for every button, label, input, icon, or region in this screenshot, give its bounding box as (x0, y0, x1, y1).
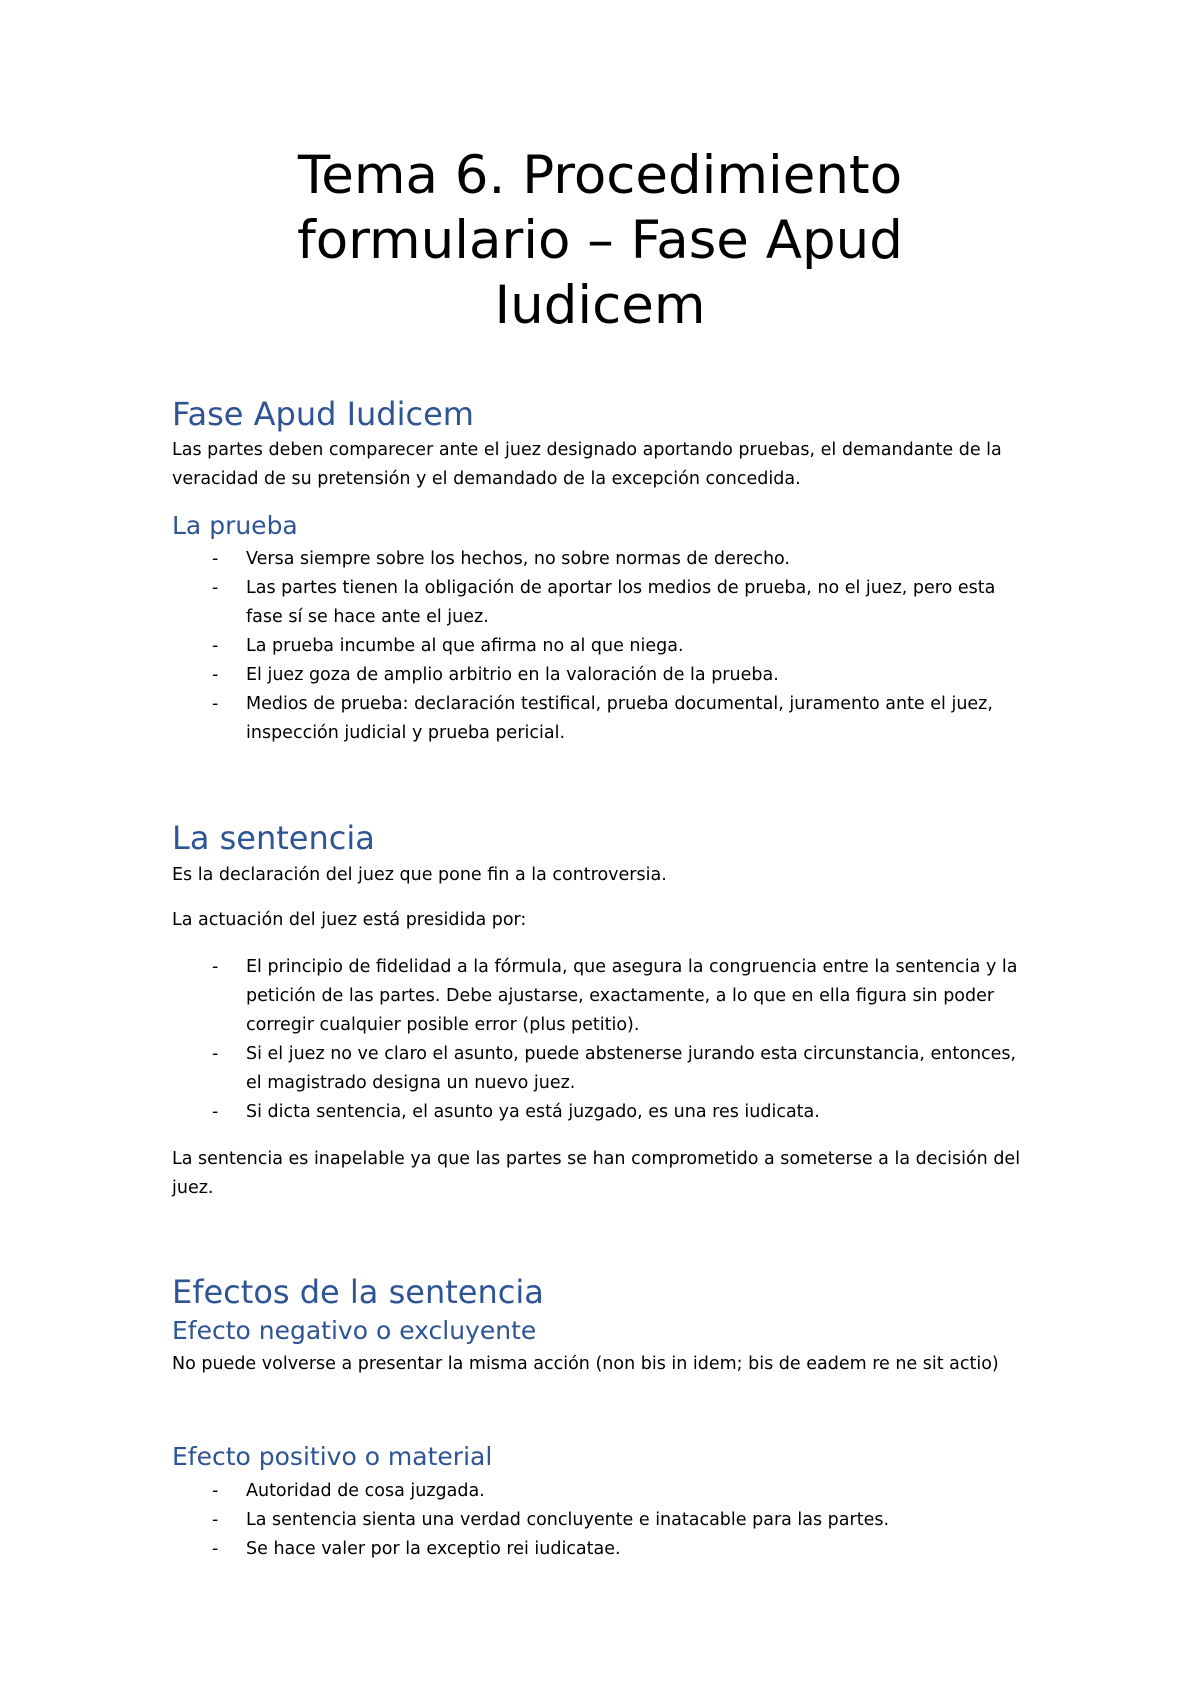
list-item-text: corregir cualquier posible error (plus petitio). (246, 1015, 640, 1035)
paragraph-efecto-negativo: No puede volverse a presentar la misma acción (non bis in idem; bis de eadem re ne sit actio) (172, 1354, 999, 1374)
list-item-text: el magistrado designa un nuevo juez. (246, 1073, 576, 1093)
title-line-1: Tema 6. Procedimiento (297, 145, 903, 206)
list-bullet: - (212, 1102, 219, 1122)
heading-efecto-positivo: Efecto positivo o material (172, 1442, 493, 1471)
paragraph-sentencia-2: La actuación del juez está presidida por: (172, 910, 527, 930)
list-item-text: Autoridad de cosa juzgada. (246, 1481, 485, 1501)
heading-fase-apud-iudicem: Fase Apud Iudicem (172, 395, 474, 433)
list-bullet: - (212, 957, 219, 977)
title-line-2: formulario – Fase Apud (297, 210, 903, 271)
heading-efectos-de-la-sentencia: Efectos de la sentencia (172, 1273, 544, 1311)
list-item-text: Las partes tienen la obligación de aportar los medios de prueba, no el juez, pero esta (246, 578, 996, 598)
list-item-text: petición de las partes. Debe ajustarse, exactamente, a lo que en ella figura sin poder (246, 986, 995, 1006)
list-bullet: - (212, 1481, 219, 1501)
paragraph-line: veracidad de su pretensión y el demandado de la excepción concedida. (172, 469, 801, 489)
list-bullet: - (212, 665, 219, 685)
list-bullet: - (212, 549, 219, 569)
list-item-text: Si dicta sentencia, el asunto ya está juzgado, es una res iudicata. (246, 1102, 820, 1122)
heading-la-sentencia: La sentencia (172, 819, 375, 857)
document-title (172, 143, 1028, 338)
list-item-text: Se hace valer por la exceptio rei iudicatae. (246, 1539, 621, 1559)
list-bullet: - (212, 1539, 219, 1559)
paragraph-sentencia-1: Es la declaración del juez que pone fin a la controversia. (172, 865, 667, 885)
paragraph-sentencia-3 (172, 1145, 1042, 1203)
list-item-text: Si el juez no ve claro el asunto, puede abstenerse jurando esta circunstancia, entonces, (246, 1044, 1017, 1064)
list-item-text: La prueba incumbe al que afirma no al que niega. (246, 636, 684, 656)
list-item-text: fase sí se hace ante el juez. (246, 607, 489, 627)
list-bullet: - (212, 694, 219, 714)
list-item-text: El juez goza de amplio arbitrio en la valoración de la prueba. (246, 665, 779, 685)
list-item-text: inspección judicial y prueba pericial. (246, 723, 566, 743)
paragraph-line: juez. (172, 1178, 214, 1198)
heading-efecto-negativo: Efecto negativo o excluyente (172, 1316, 537, 1345)
list-item-text: El principio de fidelidad a la fórmula, que asegura la congruencia entre la sentencia y la (246, 957, 1018, 977)
list-bullet: - (212, 1044, 219, 1064)
list-bullet: - (212, 636, 219, 656)
list-bullet: - (212, 578, 219, 598)
heading-la-prueba: La prueba (172, 511, 298, 540)
list-item-text: Versa siempre sobre los hechos, no sobre normas de derecho. (246, 549, 790, 569)
list-bullet: - (212, 1510, 219, 1530)
paragraph-fase-apud-iudicem (172, 436, 1042, 494)
list-item-text: La sentencia sienta una verdad concluyente e inatacable para las partes. (246, 1510, 890, 1530)
list-item-text: Medios de prueba: declaración testifical, prueba documental, juramento ante el juez, (246, 694, 993, 714)
paragraph-line: La sentencia es inapelable ya que las partes se han comprometido a someterse a la decisión del (172, 1149, 1021, 1169)
title-line-3: Iudicem (494, 275, 706, 336)
paragraph-line: Las partes deben comparecer ante el juez designado aportando pruebas, el demandante de la (172, 440, 1002, 460)
